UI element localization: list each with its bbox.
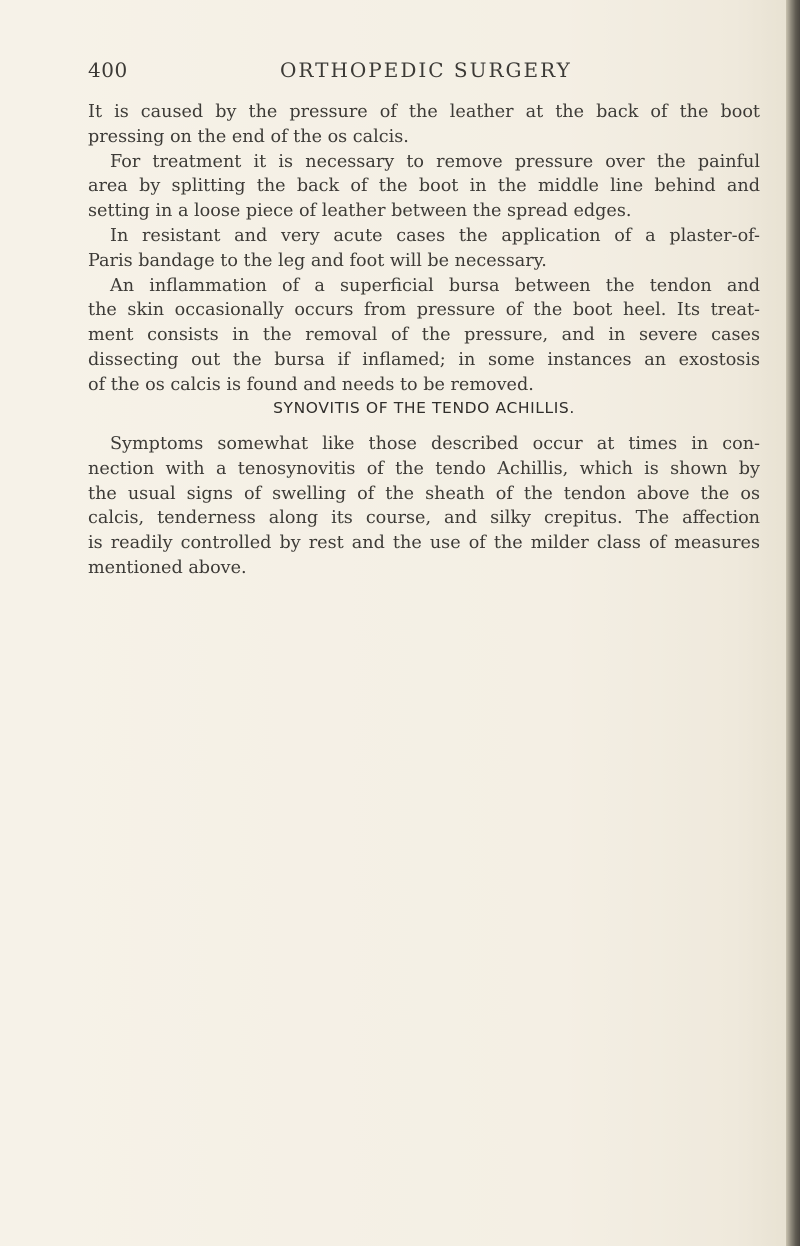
page-title: ORTHOPEDIC SURGERY [280, 58, 572, 82]
text-line: is readily controlled by rest and the use of the milder class of measures [88, 533, 760, 554]
text-line: the skin occasionally occurs from pressure of the boot heel. Its treat- [88, 300, 760, 321]
body-text-lower [88, 432, 760, 581]
text-line: the usual signs of swelling of the sheath of the tendon above the os [88, 483, 760, 504]
text-line: setting in a loose piece of leather between the spread edges. [88, 201, 632, 222]
text-line: area by splitting the back of the boot in the middle line behind and [88, 176, 760, 197]
text-line: nection with a tenosynovitis of the tendo Achillis, which is shown by [88, 458, 760, 479]
text-line: For treatment it is necessary to remove pressure over the painful [110, 151, 760, 172]
text-line: Paris bandage to the leg and foot will be necessary. [88, 250, 547, 271]
section-heading: SYNOVITIS OF THE TENDO ACHILLIS. [273, 399, 575, 417]
running-head [88, 58, 760, 84]
body-text-upper [88, 100, 760, 398]
page-edge-shadow [786, 0, 800, 1246]
page-number: 400 [88, 58, 128, 82]
text-line: pressing on the end of the os calcis. [88, 126, 409, 147]
text-line: It is caused by the pressure of the leather at the back of the boot [88, 102, 760, 122]
text-line: of the os calcis is found and needs to be removed. [88, 374, 534, 395]
text-line: dissecting out the bursa if inflamed; in some instances an exostosis [88, 349, 760, 370]
text-line: calcis, tenderness along its course, and silky crepitus. The affection [88, 508, 760, 529]
text-line: In resistant and very acute cases the application of a plaster-of- [110, 225, 760, 246]
text-line: mentioned above. [88, 557, 247, 578]
text-line: ment consists in the removal of the pressure, and in severe cases [88, 325, 760, 346]
text-line: An inflammation of a superficial bursa between the tendon and [110, 275, 760, 296]
text-line: Symptoms somewhat like those described occur at times in con- [110, 434, 760, 454]
